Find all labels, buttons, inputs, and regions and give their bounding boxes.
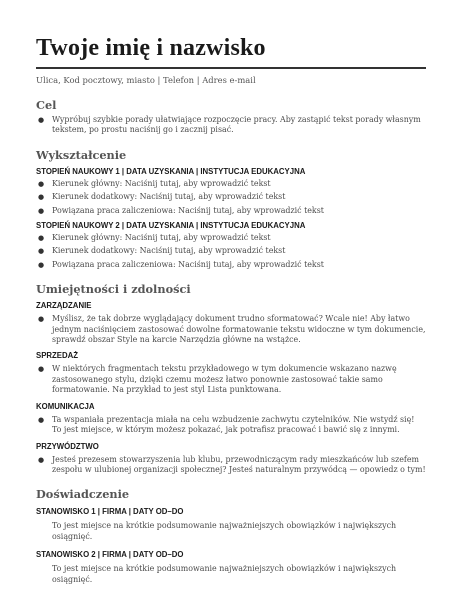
skill-item[interactable] — [36, 364, 426, 395]
resume-name[interactable]: Twoje imię i nazwisko — [36, 35, 266, 61]
bullet-icon: ● — [38, 315, 45, 324]
skill-text: Myślisz, że tak dobrze wyglądający dokument trudno sformatować? Wcale nie! Aby łatwo jednym naciśnięciem zastosować dowolne formatowanie tekstu widoczne w tym dokumencie, sprawdź obszar Style na karcie Narzędzia główne na wstążce. — [52, 314, 426, 345]
degree-item-text: Powiązana praca zaliczeniowa: Naciśnij tutaj, aby wprowadzić tekst — [52, 259, 324, 269]
bullet-icon: ● — [38, 116, 45, 124]
contact-line[interactable]: Ulica, Kod pocztowy, miasto | Telefon | Adres e-mail — [36, 75, 256, 85]
degree-item[interactable] — [36, 260, 426, 270]
bullet-icon: ● — [38, 415, 45, 424]
degree-item[interactable] — [36, 206, 426, 216]
job-heading[interactable]: STANOWISKO 1 | FIRMA | DATY OD–DO — [36, 507, 184, 517]
skill-text: Jesteś prezesem stowarzyszenia lub klubu, przewodniczącym rady mieszkańców lub szefem zespołu w ulubionej organizacji społecznej? Jesteś naturalnym przywódcą — opowiedz o tym! — [52, 454, 426, 474]
degree-item[interactable] — [36, 192, 426, 202]
job-description[interactable]: To jest miejsce na krótkie podsumowanie najważniejszych obowiązków i największych osiągnięć. — [52, 564, 397, 584]
degree-item-text: Kierunek główny: Naciśnij tutaj, aby wprowadzić tekst — [52, 233, 271, 243]
bullet-icon: ● — [38, 193, 45, 202]
bullet-icon: ● — [38, 260, 45, 269]
skill-text: Ta wspaniała prezentacja miała na celu wzbudzenie zachwytu czytelników. Nie wstydź się! To jest miejsce, w którym możesz pokazać, jak potrafisz pracować i bawić się z innymi. — [52, 414, 415, 435]
bullet-icon: ● — [38, 365, 45, 374]
job-description[interactable]: To jest miejsce na krótkie podsumowanie najważniejszych obowiązków i największych osiągnięć. — [52, 521, 397, 541]
skills-heading[interactable]: Umiejętności i zdolności — [36, 282, 191, 297]
degree-heading[interactable]: STOPIEŃ NAUKOWY 2 | DATA UZYSKANIA | INSTYTUCJA EDUKACYJNA — [36, 221, 306, 231]
skill-text: W niektórych fragmentach tekstu przykładowego w tym dokumencie wskazano nazwę zastosowanego stylu, dzięki czemu możesz łatwo ponownie zastosować takie samo formatowanie. Na przykład to jest styl Lista punktowana. — [52, 364, 397, 395]
skill-item[interactable] — [36, 314, 426, 345]
degree-item-text: Powiązana praca zaliczeniowa: Naciśnij tutaj, aby wprowadzić tekst — [52, 205, 324, 215]
skills-section — [36, 282, 426, 475]
skill-heading[interactable]: PRZYWÓDZTWO — [36, 441, 99, 451]
education-heading[interactable]: Wykształcenie — [36, 147, 127, 162]
degree-item[interactable] — [36, 179, 426, 189]
degree-item-text: Kierunek główny: Naciśnij tutaj, aby wprowadzić tekst — [52, 178, 271, 188]
objective-item[interactable] — [36, 115, 426, 136]
job-heading[interactable]: STANOWISKO 2 | FIRMA | DATY OD–DO — [36, 550, 184, 560]
bullet-icon: ● — [38, 247, 45, 256]
skill-heading[interactable]: KOMUNIKACJA — [36, 401, 95, 411]
experience-heading[interactable]: Doświadczenie — [36, 487, 130, 502]
objective-section — [36, 98, 426, 136]
bullet-icon: ● — [38, 179, 45, 188]
objective-text: Wypróbuj szybkie porady ułatwiające rozpoczęcie pracy. Aby zastąpić tekst porady własnym tekstem, po prostu naciśnij go i zacznij pisać. — [52, 115, 421, 135]
bullet-icon: ● — [38, 206, 45, 215]
bullet-icon: ● — [38, 234, 45, 243]
header-rule — [36, 67, 426, 69]
degree-item[interactable] — [36, 246, 426, 256]
degree-item-text: Kierunek dodatkowy: Naciśnij tutaj, aby wprowadzić tekst — [52, 246, 286, 256]
skill-heading[interactable]: ZARZĄDZANIE — [36, 301, 92, 311]
skill-heading[interactable]: SPRZEDAŻ — [36, 351, 79, 361]
education-section — [36, 148, 426, 270]
bullet-icon: ● — [38, 455, 45, 464]
skill-item[interactable] — [36, 455, 426, 476]
skill-item[interactable] — [36, 415, 426, 436]
objective-heading[interactable]: Cel — [36, 98, 57, 112]
degree-item-text: Kierunek dodatkowy: Naciśnij tutaj, aby wprowadzić tekst — [52, 192, 286, 202]
resume-page — [36, 34, 426, 585]
experience-section — [36, 487, 426, 585]
degree-heading[interactable]: STOPIEŃ NAUKOWY 1 | DATA UZYSKANIA | INSTYTUCJA EDUKACYJNA — [36, 166, 306, 176]
degree-item[interactable] — [36, 233, 426, 243]
